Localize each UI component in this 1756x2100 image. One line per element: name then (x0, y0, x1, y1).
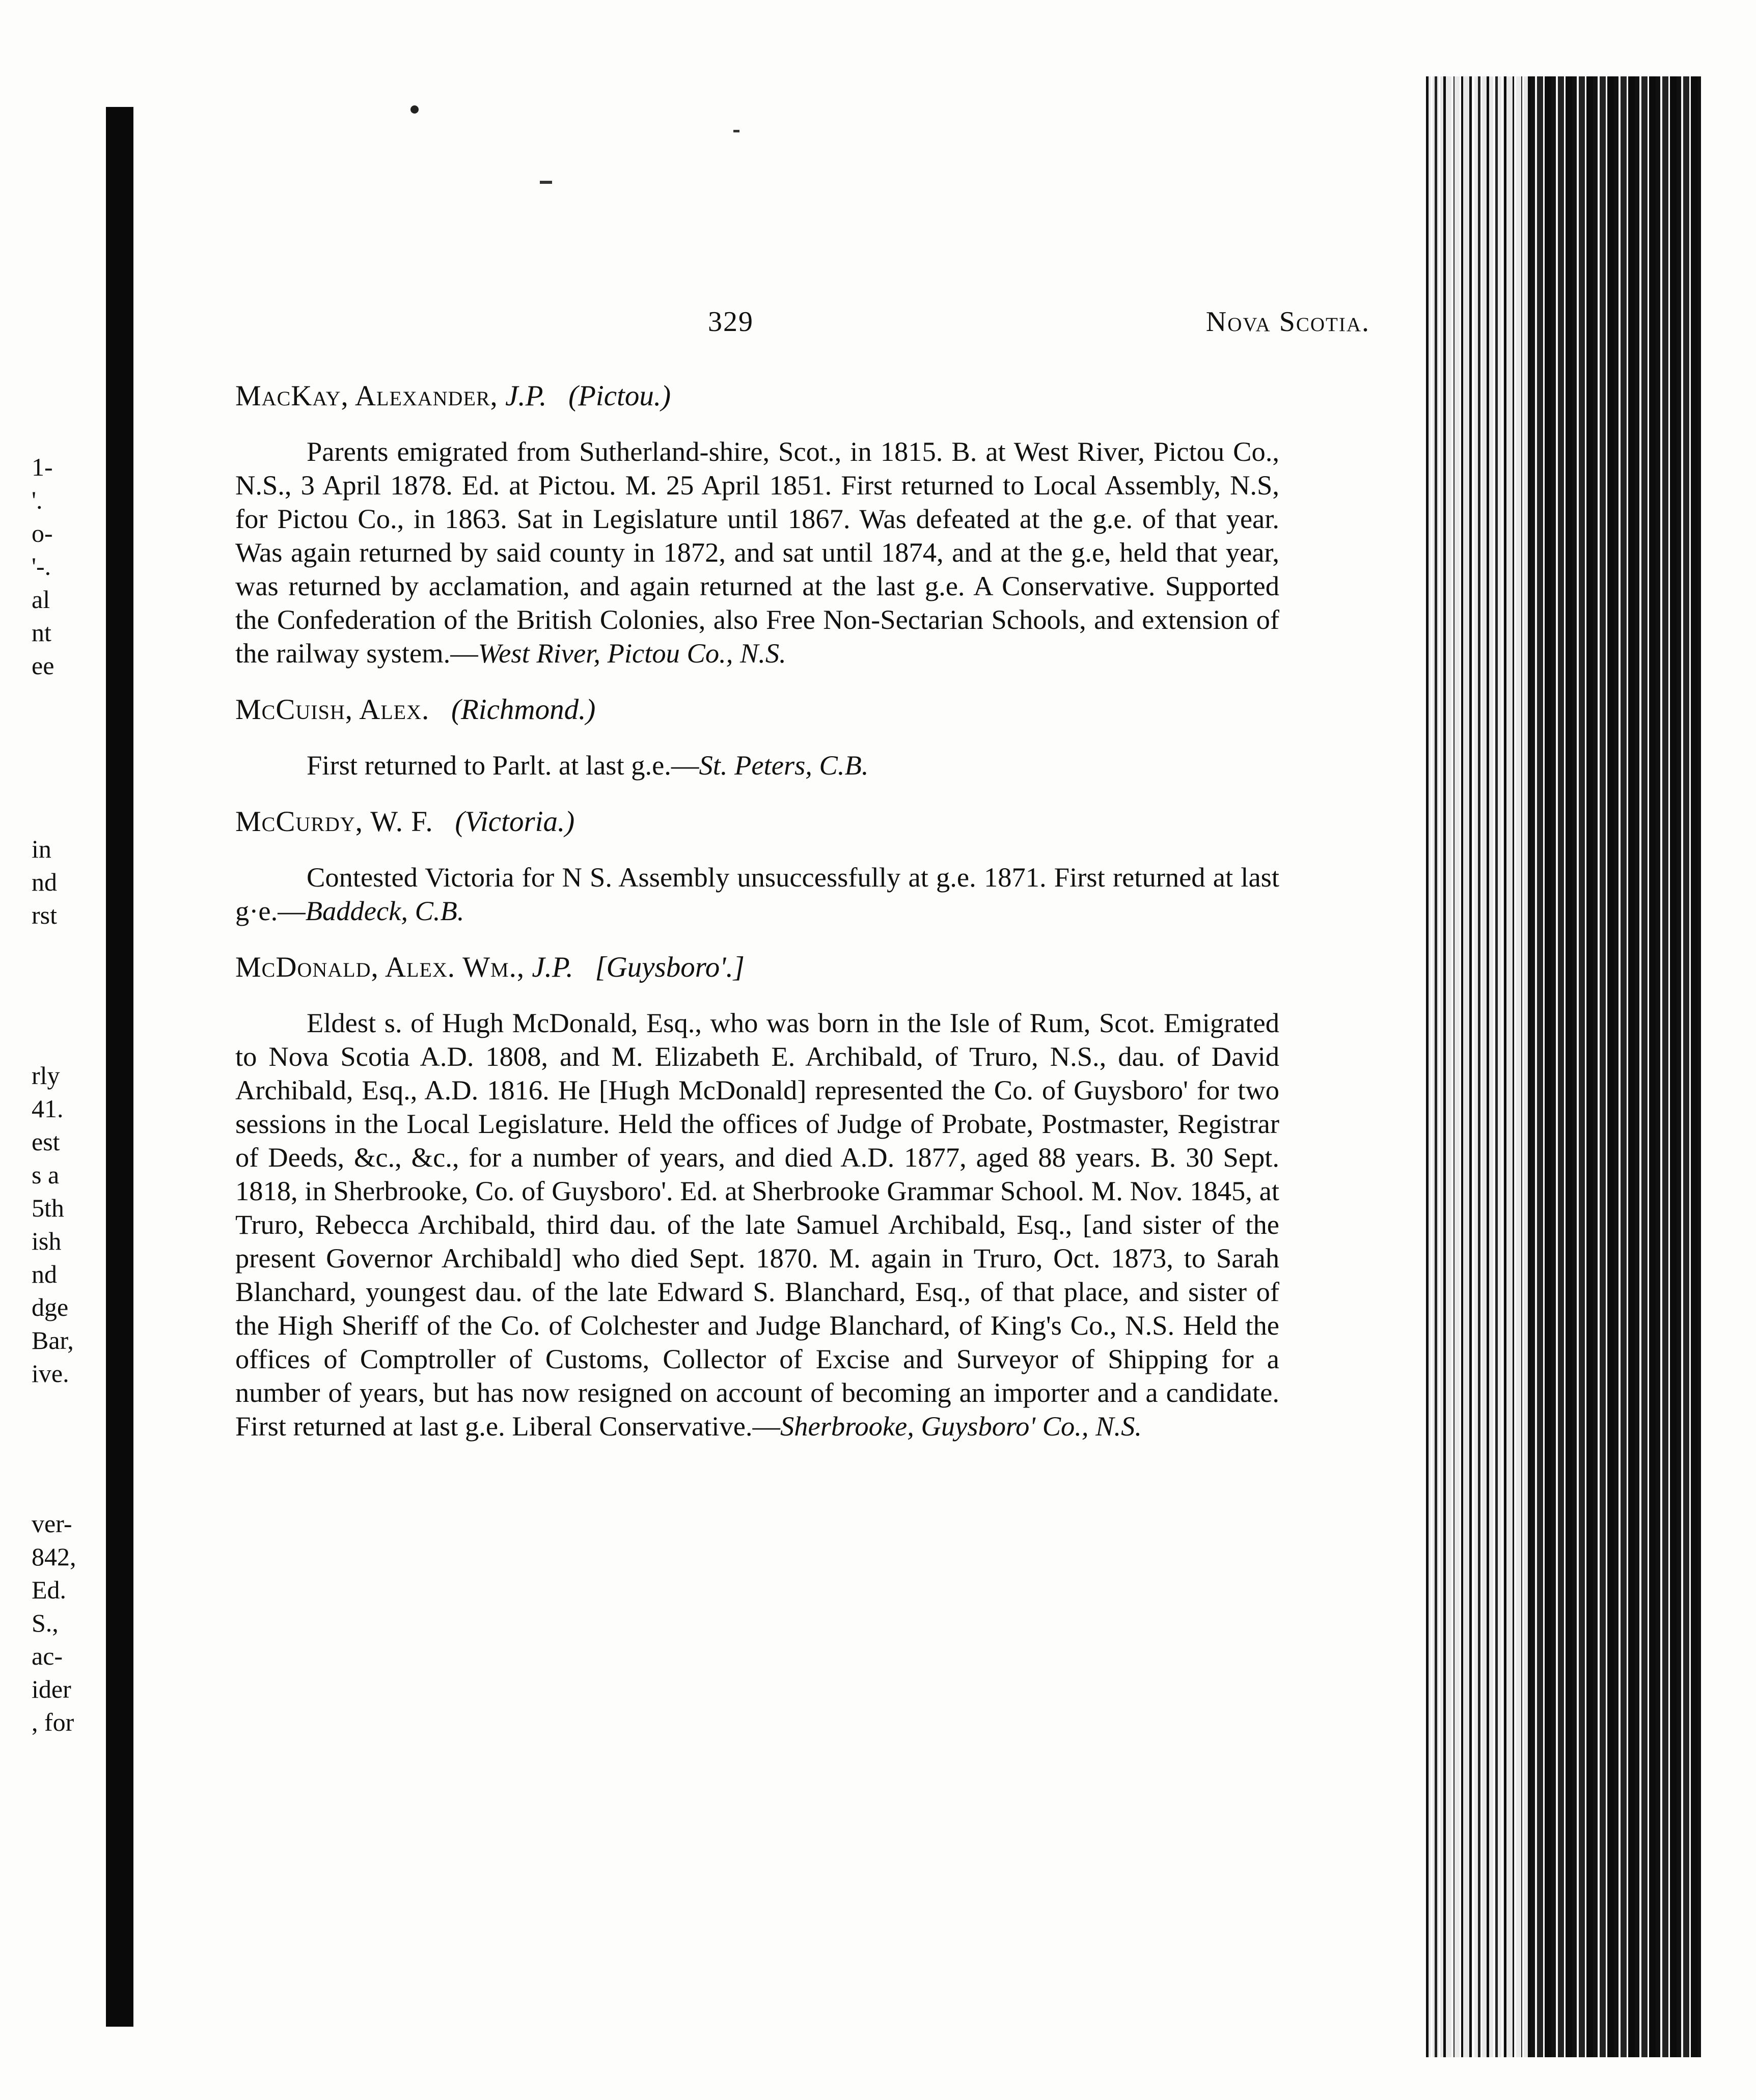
entry-text (235, 749, 1279, 782)
margin-fragment: 41. (32, 1094, 64, 1123)
ink-speck (733, 130, 739, 132)
ink-speck (410, 105, 419, 114)
margin-fragment: rly (32, 1061, 60, 1090)
running-head: Nova Scotia. (1205, 306, 1370, 338)
margin-fragment: nt (32, 618, 51, 647)
margin-fragment: Ed. (32, 1576, 67, 1604)
entry-mccurdy (235, 803, 1279, 928)
margin-fragment: '. (32, 486, 43, 514)
margin-fragment: ac- (32, 1642, 63, 1670)
entry-mccuish (235, 690, 1279, 782)
constituency: (Richmond.) (451, 694, 596, 726)
constituency: [Guysboro'.] (595, 951, 745, 983)
margin-fragment: o- (32, 519, 53, 547)
margin-fragment: Bar, (32, 1326, 74, 1355)
biography: Contested Victoria for N S. Assembly unsuccessfully at g.e. 1871. First returned at last g·e.— (235, 862, 1279, 926)
margin-fragment: in (32, 835, 51, 863)
entry-mackay (235, 377, 1279, 670)
entry-heading (235, 690, 1279, 729)
residence: West River, Pictou Co., N.S. (478, 638, 786, 669)
margin-fragment: est (32, 1127, 60, 1156)
margin-fragment: 5th (32, 1194, 64, 1222)
page-header (708, 306, 1370, 346)
margin-fragment: ver- (32, 1509, 72, 1538)
entry-text (235, 861, 1279, 928)
margin-fragment: nd (32, 1260, 57, 1288)
biography: Eldest s. of Hugh McDonald, Esq., who was born in the Isle of Rum, Scot. Emigrated to Nova Scotia A.D. 1808, and M. Elizabeth E. Archibald, of Truro, N.S., dau. of David Archibald, Esq., A.D. 1816. He [Hugh McDonald] represented the Co. of Guysboro' for two sessions in the Local Legislature. Held the offices of Judge of Probate, Postmaster, Registrar of Deeds, &c., &c., for a number of years, and died A.D. 1877, aged 88 years. B. 30 Sept. 1818, in Sherbrooke, Co. of Guysboro'. Ed. at Sherbrooke Grammar School. M. Nov. 1845, at Truro, Rebecca Archibald, third dau. of the late Samuel Archibald, Esq., [and sister of the present Governor Archibald] who died Sept. 1870. M. again in Truro, Oct. 1873, to Sarah Blanchard, youngest dau. of the late Edward S. Blanchard, Esq., of that place, and sister of the High Sheriff of the Co. of Colchester and Judge Blanchard, of King's Co., N.S. Held the offices of Comptroller of Customs, Collector of Excise and Surveyor of Shipping for a number of years, but has now resigned on account of becoming an importer and a candidate. First returned at last g.e. Liberal Conservative.— (235, 1007, 1279, 1442)
constituency: (Victoria.) (455, 806, 575, 838)
margin-fragment: , for (32, 1708, 74, 1736)
member-title: J.P. (532, 951, 573, 983)
member-name: MacKay, Alexander, (235, 380, 498, 412)
entry-text (235, 435, 1279, 670)
residence: St. Peters, C.B. (699, 750, 869, 781)
page-edge-texture (1426, 76, 1528, 2057)
entry-heading (235, 948, 1279, 987)
ink-speck (540, 181, 552, 184)
residence: Sherbrooke, Guysboro' Co., N.S. (780, 1411, 1142, 1442)
margin-fragment: S., (32, 1609, 59, 1637)
member-name: McCurdy, W. F. (235, 806, 433, 838)
margin-fragment: nd (32, 868, 57, 896)
page-number: 329 (708, 306, 754, 338)
entry-text (235, 1006, 1279, 1443)
margin-fragment: 1- (32, 453, 53, 481)
entry-mcdonald (235, 948, 1279, 1443)
member-name: McCuish, Alex. (235, 694, 430, 726)
margin-fragment: ish (32, 1227, 62, 1255)
page-body (235, 377, 1279, 1463)
entry-heading (235, 377, 1279, 416)
binding-gutter-shadow (106, 107, 133, 2027)
margin-fragment: al (32, 585, 50, 614)
margin-fragment: dge (32, 1293, 69, 1321)
margin-fragment: rst (32, 901, 57, 929)
margin-fragment: 842, (32, 1542, 76, 1571)
constituency: (Pictou.) (568, 380, 671, 412)
margin-fragment: ee (32, 651, 54, 680)
left-margin-facing-page (0, 0, 102, 2100)
residence: Baddeck, C.B. (305, 895, 464, 926)
biography: First returned to Parlt. at last g.e.— (307, 750, 699, 781)
member-name: McDonald, Alex. Wm., (235, 951, 525, 983)
biography: Parents emigrated from Sutherland-shire, Scot., in 1815. B. at West River, Pictou Co., N.S., 3 April 1878. Ed. at Pictou. M. 25 April 1851. First returned to Local Assembly, N.S, for Pictou Co., in 1863. Sat in Legislature until 1867. Was defeated at the g.e. of that year. Was again returned by said county in 1872, and sat until 1874, and at the g.e, held that year, was returned by acclamation, and again returned at the last g.e. A Conservative. Supported the Confederation of the British Colonies, also Free Non-Sectarian Schools, and extension of the railway system.— (235, 436, 1279, 669)
margin-fragment: ider (32, 1675, 71, 1703)
entry-heading (235, 803, 1279, 841)
member-title: J.P. (505, 380, 547, 412)
margin-fragment: s a (32, 1160, 60, 1189)
margin-fragment: ive. (32, 1359, 69, 1388)
margin-fragment: '-. (32, 552, 51, 581)
